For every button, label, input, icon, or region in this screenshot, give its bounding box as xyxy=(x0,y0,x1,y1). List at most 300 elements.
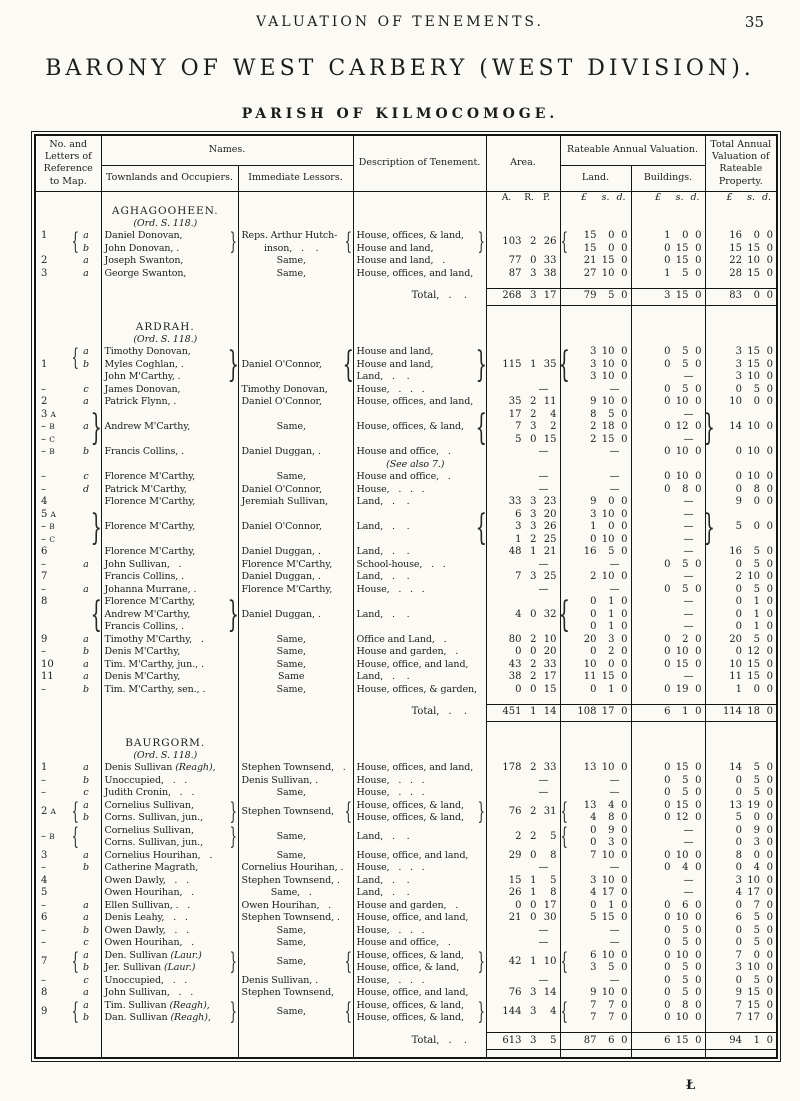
cell-map-ref-no: 5 xyxy=(41,887,48,898)
brace-total-icon: } xyxy=(704,406,716,448)
cell-occupier xyxy=(101,1033,229,1050)
brace-left-icon xyxy=(71,288,79,305)
cell-land-valuation: 7 10 0 xyxy=(590,849,628,861)
cell-total-valuation: 0 3 0 xyxy=(735,837,774,848)
brace-description-icon: } xyxy=(475,344,487,385)
table-row xyxy=(35,962,777,975)
cell-description: House, office, & land, xyxy=(353,962,477,975)
cell-land-valuation: 0 1 0 xyxy=(590,608,628,620)
cell-area: — xyxy=(486,925,560,938)
brace-left-icon: { xyxy=(71,229,79,255)
cell-land-valuation xyxy=(569,729,631,737)
cell-total-valuation: 7 15 0 xyxy=(735,999,774,1011)
cell-description xyxy=(353,737,477,750)
cell-occupier: Unoccupied, . . xyxy=(101,775,229,788)
cell-map-letter: b xyxy=(82,242,90,254)
table-row xyxy=(35,950,777,963)
cell-description: House and land, xyxy=(353,359,477,372)
cell-description: House and land, xyxy=(353,346,477,359)
cell-buildings-valuation: 0 5 0 xyxy=(631,937,705,950)
cell-description: Land, . . xyxy=(353,371,477,384)
cell-land-valuation: 11 15 0 xyxy=(583,671,628,682)
brace-total-icon xyxy=(705,634,714,647)
cell-map-letter: a xyxy=(83,849,89,861)
brace-occupier-icon: } xyxy=(229,229,237,255)
cell-total-valuation xyxy=(714,334,777,347)
cell-occupier xyxy=(101,288,229,305)
cell-land-valuation: — xyxy=(609,924,620,936)
cell-total-valuation: 0 5 0 xyxy=(735,583,774,595)
cell-description: House and office, . xyxy=(353,937,477,950)
brace-land-icon xyxy=(560,729,569,737)
cell-land-valuation: — xyxy=(609,558,620,570)
cell-land-valuation xyxy=(569,459,631,472)
brace-lessor-icon xyxy=(344,255,353,268)
cell-buildings-valuation: 0 2 0 xyxy=(631,634,705,647)
brace-left-icon xyxy=(71,484,79,497)
cell-area: 7 3 25 xyxy=(486,571,560,584)
total-row xyxy=(35,704,777,721)
brace-left-icon xyxy=(71,737,79,750)
cell-occupier: Cornelius Sullivan, xyxy=(101,825,229,838)
brace-total-icon xyxy=(705,787,714,800)
brace-total-icon xyxy=(705,546,714,559)
brace-left-icon xyxy=(71,609,79,622)
cell-occupier xyxy=(101,305,229,313)
cell-description xyxy=(353,1050,477,1058)
cell-area: 1 2 25 xyxy=(486,534,560,547)
brace-description-icon xyxy=(477,762,486,775)
brace-letter-icon xyxy=(93,471,101,484)
brace-letter-icon xyxy=(93,546,101,559)
cell-map-letter: a xyxy=(83,762,89,773)
cell-land-valuation: 7 7 0 xyxy=(590,1012,628,1023)
brace-description-icon xyxy=(477,571,486,584)
cell-occupier: Patrick Flynn, . xyxy=(101,396,229,409)
header-occupiers: Townlands and Occupiers. xyxy=(101,165,238,191)
cell-buildings-valuation: — xyxy=(631,621,705,634)
brace-occupier-icon xyxy=(229,421,238,434)
brace-occupier-icon xyxy=(229,634,238,647)
table-row xyxy=(35,371,777,384)
cell-lessor xyxy=(238,737,344,750)
cell-map-ref-no xyxy=(35,1033,71,1050)
brace-left-icon xyxy=(71,421,79,434)
brace-description-icon xyxy=(477,975,486,988)
cell-area: 5 0 15 xyxy=(486,434,560,447)
table-row xyxy=(35,1012,777,1025)
cell-map-ref-no: – B xyxy=(41,521,55,532)
cell-map-ref-no: – B xyxy=(41,830,55,842)
printer-signature-mark: Ł xyxy=(686,1078,696,1093)
cell-total-valuation: 16 5 0 xyxy=(729,546,774,557)
brace-description-icon xyxy=(477,596,486,609)
cell-occupier: George Swanton, xyxy=(101,268,229,281)
ordnance-sheet-row xyxy=(35,334,777,347)
cell-buildings-valuation: 0 5 0 xyxy=(631,962,705,975)
cell-buildings-valuation: 0 5 0 xyxy=(631,559,705,572)
cell-total-valuation: 0 4 0 xyxy=(735,862,774,873)
cell-total-valuation: 3 10 0 xyxy=(735,874,774,886)
brace-letter-icon xyxy=(93,962,101,975)
cell-map-letter: a xyxy=(83,999,89,1011)
cell-description xyxy=(353,696,477,704)
cell-map-letter: b xyxy=(82,962,90,973)
cell-lessor xyxy=(238,334,344,347)
brace-occupier-icon xyxy=(229,384,238,397)
brace-left-icon xyxy=(71,696,79,704)
cell-land-valuation: 108 17 0 xyxy=(569,704,631,721)
table-row xyxy=(35,571,777,584)
brace-letter-icon xyxy=(93,659,101,672)
brace-lessor-icon xyxy=(344,609,353,622)
cell-occupier: BAURGORM. xyxy=(101,737,229,750)
cell-occupier: Cornelius Hourihan, . xyxy=(101,850,229,863)
brace-description-icon: } xyxy=(477,229,485,255)
brace-occupier-icon xyxy=(229,887,238,900)
cell-area: — xyxy=(486,787,560,800)
cell-total-valuation: 0 10 0 xyxy=(735,471,774,482)
header-buildings: Buildings. xyxy=(631,165,705,191)
brace-lessor-icon xyxy=(344,384,353,397)
cell-lessor: Daniel Duggan, . xyxy=(238,571,344,584)
cell-area: — xyxy=(486,584,560,597)
cell-buildings-valuation: — xyxy=(631,521,705,534)
brace-total-icon xyxy=(705,334,714,347)
brace-land-icon xyxy=(560,646,569,659)
brace-description-icon xyxy=(477,1025,486,1033)
brace-letter-icon xyxy=(93,787,101,800)
cell-buildings-valuation xyxy=(631,750,705,763)
cell-map-ref-no xyxy=(35,313,71,321)
brace-letter-icon xyxy=(93,704,101,721)
brace-lessor-icon xyxy=(344,459,353,472)
cell-total-valuation: 11 15 0 xyxy=(729,671,774,682)
cell-buildings-valuation: 0 4 0 xyxy=(631,862,705,875)
cell-map-letter: a xyxy=(83,987,89,998)
brace-description-icon xyxy=(477,205,486,218)
brace-land-icon xyxy=(560,875,569,888)
brace-letter-icon xyxy=(93,912,101,925)
brace-land-icon: { xyxy=(559,344,571,385)
cell-buildings-valuation: 0 8 0 xyxy=(631,484,705,497)
brace-description-icon xyxy=(477,850,486,863)
cell-area xyxy=(486,218,560,231)
brace-land-icon xyxy=(560,496,569,509)
cell-land-valuation: 6 10 0 xyxy=(590,949,628,961)
brace-lessor-icon xyxy=(344,191,353,205)
table-row xyxy=(35,862,777,875)
cell-map-letter: c xyxy=(83,974,89,986)
cell-map-letter: c xyxy=(83,937,89,948)
cell-map-letter: a xyxy=(83,421,89,432)
brace-lessor-icon xyxy=(344,268,353,281)
cell-buildings-valuation: — xyxy=(631,596,705,609)
brace-letter-icon xyxy=(93,937,101,950)
table-row xyxy=(35,346,777,359)
cell-total-valuation: 9 15 0 xyxy=(735,987,774,998)
brace-description-icon: } xyxy=(477,798,485,825)
cell-map-letter: a xyxy=(83,558,89,570)
brace-occupier-icon xyxy=(229,659,238,672)
brace-land-icon xyxy=(560,446,569,459)
cell-map-ref-no: – xyxy=(41,646,46,657)
brace-land-icon xyxy=(560,862,569,875)
cell-lessor: Jeremiah Sullivan, xyxy=(238,496,344,509)
cell-land-valuation: 2 10 0 xyxy=(590,571,628,582)
cell-area: — xyxy=(486,975,560,988)
brace-lessor-icon: { xyxy=(342,344,354,385)
cell-lessor xyxy=(238,280,344,288)
cell-area: 87 3 38 xyxy=(486,268,560,281)
brace-description-icon xyxy=(477,729,486,737)
brace-total-icon xyxy=(705,775,714,788)
cell-lessor: Daniel O'Connor, xyxy=(238,396,344,409)
cell-area: 33 3 23 xyxy=(486,496,560,509)
cell-occupier: (Ord. S. 118.) xyxy=(101,334,229,347)
brace-land-icon xyxy=(560,321,569,334)
brace-total-icon xyxy=(705,812,714,825)
brace-total-icon xyxy=(705,800,714,813)
cell-land-valuation: 7 7 0 xyxy=(590,999,628,1011)
brace-letter-icon xyxy=(93,900,101,913)
brace-description-icon xyxy=(477,900,486,913)
brace-land-icon: { xyxy=(559,594,571,635)
cell-map-letter xyxy=(79,837,93,850)
brace-lessor-icon xyxy=(344,559,353,572)
cell-lessor xyxy=(238,191,344,205)
brace-total-icon xyxy=(705,875,714,888)
cell-occupier: Joseph Swanton, xyxy=(101,255,229,268)
cell-buildings-valuation xyxy=(631,280,705,288)
cell-description: House and office, . xyxy=(353,446,477,459)
brace-lessor-icon xyxy=(344,280,353,288)
cell-occupier: John Sullivan, . . xyxy=(101,987,229,1000)
cell-description: (See also 7.) xyxy=(353,459,477,472)
cell-map-letter: a xyxy=(83,255,89,266)
ordnance-sheet-row xyxy=(35,218,777,231)
brace-left-icon xyxy=(71,1050,79,1058)
cell-lessor: Florence M'Carthy, xyxy=(238,559,344,572)
brace-left-icon xyxy=(71,546,79,559)
cell-occupier: James Donovan, xyxy=(101,384,229,397)
cell-description: House, . . . xyxy=(353,484,477,497)
brace-occupier-icon xyxy=(229,900,238,913)
brace-occupier-icon xyxy=(229,471,238,484)
table-row xyxy=(35,243,777,256)
brace-left-icon xyxy=(71,313,79,321)
brace-description-icon xyxy=(477,696,486,704)
brace-letter-icon xyxy=(93,313,101,321)
brace-lessor-icon: { xyxy=(344,948,352,975)
cell-description: School-house, . . xyxy=(353,559,477,572)
brace-land-icon xyxy=(560,313,569,321)
cell-description: House, office, and land, xyxy=(353,850,477,863)
cell-area xyxy=(486,750,560,763)
cell-map-ref-no: – xyxy=(41,899,46,911)
cell-description: Total, . . xyxy=(353,704,477,721)
cell-buildings-valuation: 0 19 0 xyxy=(631,684,705,697)
cell-area: 80 2 10 xyxy=(486,634,560,647)
table-row xyxy=(35,559,777,572)
cell-buildings-valuation xyxy=(631,205,705,218)
cell-occupier: Daniel Donovan, xyxy=(101,230,229,243)
brace-letter-icon xyxy=(93,446,101,459)
cell-total-valuation: 0 5 0 xyxy=(735,774,774,786)
brace-occupier-icon: } xyxy=(229,948,237,975)
cell-total-valuation: 0 1 0 xyxy=(735,621,774,632)
brace-total-icon xyxy=(705,1000,714,1013)
brace-description-icon: } xyxy=(477,948,485,975)
brace-occupier-icon xyxy=(229,850,238,863)
header-area: Area. xyxy=(486,135,560,191)
cell-area: 76 2 31 xyxy=(486,800,560,825)
cell-map-letter xyxy=(79,571,93,584)
table-row xyxy=(35,850,777,863)
brace-description-icon xyxy=(477,750,486,763)
cell-description: House, . . . xyxy=(353,787,477,800)
cell-buildings-valuation: 0 5 0 xyxy=(631,787,705,800)
cell-occupier: Jer. Sullivan (Laur.) xyxy=(101,962,229,975)
brace-left-icon xyxy=(71,762,79,775)
cell-description: House, . . . xyxy=(353,975,477,988)
brace-land-icon xyxy=(560,671,569,684)
cell-map-ref-no: 1 xyxy=(41,358,48,370)
brace-left-icon xyxy=(71,409,79,422)
brace-left-icon xyxy=(71,659,79,672)
cell-map-ref-no: – xyxy=(41,924,46,936)
brace-left-icon xyxy=(71,496,79,509)
cell-occupier: (Ord. S. 118.) xyxy=(101,218,229,231)
brace-left-icon xyxy=(71,721,79,729)
cell-lessor xyxy=(238,750,344,763)
cell-total-valuation: 7 17 0 xyxy=(735,1012,774,1023)
cell-buildings-valuation: 6 1 0 xyxy=(631,704,705,721)
brace-letter-icon xyxy=(93,334,101,347)
cell-lessor xyxy=(238,288,344,305)
cell-map-ref-no: – B xyxy=(41,446,55,457)
brace-land-icon xyxy=(560,900,569,913)
brace-total-icon xyxy=(705,987,714,1000)
cell-map-letter xyxy=(79,546,93,559)
cell-land-valuation: 13 10 0 xyxy=(583,762,628,773)
cell-total-valuation: 2 10 0 xyxy=(735,571,774,582)
cell-buildings-valuation: 0 5 0 xyxy=(631,346,705,359)
cell-description: House and office, . xyxy=(353,471,477,484)
brace-total-icon xyxy=(705,313,714,321)
cell-map-letter xyxy=(79,218,93,231)
cell-lessor: Same, xyxy=(238,409,344,447)
parish-title: PARISH OF KILMOCOMOGE. xyxy=(241,106,559,122)
cell-map-ref-no xyxy=(35,721,71,729)
table-row xyxy=(35,384,777,397)
cell-map-letter: c xyxy=(83,787,89,798)
cell-description: Land, . . xyxy=(353,596,477,634)
cell-occupier: Florence M'Carthy, xyxy=(101,496,229,509)
brace-letter-icon xyxy=(93,230,101,243)
brace-description-icon xyxy=(477,825,486,838)
cell-area: — xyxy=(486,559,560,572)
cell-land-valuation: 10 0 0 xyxy=(583,658,628,670)
cell-description: House, offices, & land, xyxy=(353,409,477,447)
cell-land-valuation: 13 4 0 xyxy=(583,799,628,811)
cell-description: House, offices, & land, xyxy=(353,1012,477,1025)
townland-title-row xyxy=(35,737,777,750)
cell-map-letter: a xyxy=(83,799,89,811)
cell-buildings-valuation: 0 5 0 xyxy=(631,975,705,988)
table-row xyxy=(35,484,777,497)
brace-description-icon xyxy=(477,646,486,659)
table-row xyxy=(35,875,777,888)
total-row xyxy=(35,288,777,305)
cell-occupier xyxy=(101,280,229,288)
brace-land-icon xyxy=(560,634,569,647)
brace-occupier-icon xyxy=(229,459,238,472)
cell-occupier: Andrew M'Carthy, xyxy=(101,609,229,622)
cell-lessor: Timothy Donovan, xyxy=(238,384,344,397)
cell-buildings-valuation: 0 10 0 xyxy=(631,471,705,484)
cell-total-valuation: 0 5 0 xyxy=(735,937,774,948)
cell-description: House, offices, and land, xyxy=(353,762,477,775)
cell-buildings-valuation: 0 5 0 xyxy=(631,584,705,597)
cell-area: — xyxy=(486,862,560,875)
cell-map-letter xyxy=(79,825,93,838)
brace-letter-icon xyxy=(93,321,101,334)
cell-buildings-valuation: 0 10 0 xyxy=(631,950,705,963)
table-row xyxy=(35,762,777,775)
cell-buildings-valuation: — xyxy=(631,609,705,622)
cell-area: 21 0 30 xyxy=(486,912,560,925)
cell-buildings-valuation: 0 10 0 xyxy=(631,646,705,659)
brace-left-icon xyxy=(71,509,79,522)
cell-lessor: Stephen Townsend, . xyxy=(238,875,344,888)
cell-area: 178 2 33 xyxy=(486,762,560,775)
cell-total-valuation: 0 1 0 xyxy=(735,596,774,607)
table-row xyxy=(35,937,777,950)
cell-land-valuation xyxy=(569,696,631,704)
brace-land-icon xyxy=(560,887,569,900)
cell-occupier xyxy=(101,721,229,729)
cell-buildings-valuation: 0 15 0 xyxy=(631,762,705,775)
cell-total-valuation xyxy=(714,218,777,231)
cell-land-valuation: 20 3 0 xyxy=(583,633,628,645)
brace-left-icon xyxy=(71,875,79,888)
cell-area xyxy=(486,737,560,750)
cell-buildings-valuation: 1 0 0 xyxy=(631,230,705,243)
cell-buildings-valuation: 0 15 0 xyxy=(631,243,705,256)
brace-left-icon xyxy=(71,900,79,913)
header-total-valuation: Total Annual Valuation of Rateable Property. xyxy=(705,135,777,191)
cell-occupier: Owen Hourihan, . xyxy=(101,887,229,900)
brace-occupier-icon xyxy=(229,775,238,788)
brace-total-icon xyxy=(705,321,714,334)
brace-land-icon xyxy=(560,737,569,750)
cell-total-valuation: 4 17 0 xyxy=(735,887,774,898)
units-row xyxy=(35,191,777,205)
spacer-row xyxy=(35,1050,777,1058)
cell-lessor xyxy=(238,729,344,737)
cell-occupier: Francis Collins, . xyxy=(101,621,229,634)
brace-occupier-icon xyxy=(229,696,238,704)
cell-total-valuation: 1 0 0 xyxy=(735,683,774,695)
brace-letter-icon xyxy=(93,359,101,372)
brace-left-icon xyxy=(71,571,79,584)
cell-map-letter xyxy=(79,1050,93,1058)
cell-map-ref-no xyxy=(35,696,71,704)
brace-description-icon xyxy=(477,255,486,268)
brace-land-icon xyxy=(560,459,569,472)
cell-occupier: Timothy Donovan, xyxy=(101,346,229,359)
